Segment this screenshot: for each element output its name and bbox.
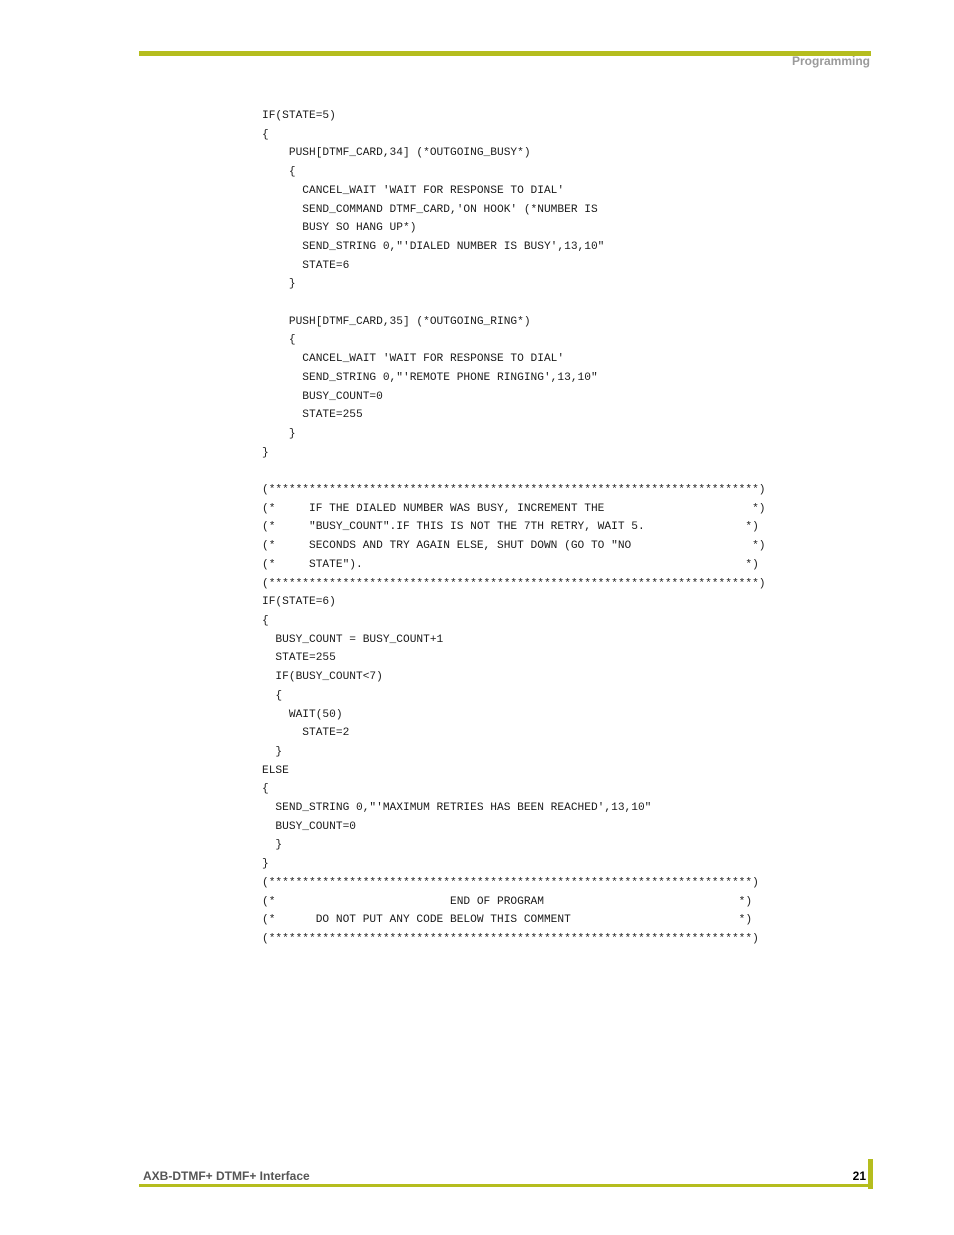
code-line: (* END OF PROGRAM *)	[262, 895, 753, 908]
code-line: BUSY_COUNT=0	[262, 390, 383, 403]
code-line: WAIT(50)	[262, 708, 343, 721]
code-line: }	[262, 839, 283, 852]
code-line: ELSE	[262, 764, 289, 777]
code-line: SEND_STRING 0,"'REMOTE PHONE RINGING',13,10"	[262, 371, 598, 384]
section-title: Programming	[791, 54, 870, 68]
code-line: (*************************************************************************)	[262, 484, 766, 497]
code-line: }	[262, 427, 296, 440]
footer-rule	[139, 1184, 870, 1187]
code-line: BUSY SO HANG UP*)	[262, 222, 417, 235]
code-line: (* IF THE DIALED NUMBER WAS BUSY, INCREMENT THE *)	[262, 502, 766, 515]
code-line: (* "BUSY_COUNT".IF THIS IS NOT THE 7TH RETRY, WAIT 5. *)	[262, 521, 759, 534]
code-line: (* STATE"). *)	[262, 558, 759, 571]
code-line: PUSH[DTMF_CARD,35] (*OUTGOING_RING*)	[262, 315, 531, 328]
page-number: 21	[852, 1169, 866, 1183]
code-line: {	[262, 128, 269, 141]
code-line: STATE=6	[262, 259, 350, 272]
code-line: STATE=2	[262, 727, 350, 740]
code-line: }	[262, 446, 269, 459]
code-line: PUSH[DTMF_CARD,34] (*OUTGOING_BUSY*)	[262, 147, 531, 160]
code-listing	[262, 107, 822, 949]
code-line: IF(STATE=5)	[262, 110, 336, 122]
code-line: }	[262, 278, 296, 291]
code-line: BUSY_COUNT = BUSY_COUNT+1	[262, 633, 444, 646]
code-line: SEND_STRING 0,"'DIALED NUMBER IS BUSY',13,10"	[262, 240, 605, 253]
code-line: BUSY_COUNT=0	[262, 820, 356, 833]
code-line: IF(STATE=6)	[262, 596, 336, 609]
code-line: (*************************************************************************)	[262, 577, 766, 590]
code-line: {	[262, 614, 269, 627]
code-line: SEND_STRING 0,"'MAXIMUM RETRIES HAS BEEN REACHED',13,10"	[262, 802, 652, 815]
code-line: {	[262, 783, 269, 796]
footer-document-title: AXB-DTMF+ DTMF+ Interface	[143, 1169, 310, 1183]
code-line: SEND_COMMAND DTMF_CARD,'ON HOOK' (*NUMBER IS	[262, 203, 598, 216]
code-line: (* SECONDS AND TRY AGAIN ELSE, SHUT DOWN (GO TO "NO *)	[262, 540, 766, 553]
code-line: IF(BUSY_COUNT<7)	[262, 671, 383, 684]
footer-rule-vertical	[868, 1159, 873, 1189]
code-line: CANCEL_WAIT 'WAIT FOR RESPONSE TO DIAL'	[262, 353, 565, 366]
code-line: (* DO NOT PUT ANY CODE BELOW THIS COMMENT *)	[262, 914, 753, 927]
code-line: CANCEL_WAIT 'WAIT FOR RESPONSE TO DIAL'	[262, 184, 565, 197]
code-line: (************************************************************************)	[262, 932, 759, 945]
code-line: STATE=255	[262, 409, 363, 422]
code-line: }	[262, 858, 269, 871]
code-line: {	[262, 166, 296, 179]
code-line: }	[262, 745, 283, 758]
code-line: {	[262, 334, 296, 347]
code-line: {	[262, 689, 283, 702]
code-line: (************************************************************************)	[262, 876, 759, 889]
header-rule	[139, 51, 871, 56]
code-line: STATE=255	[262, 652, 336, 665]
